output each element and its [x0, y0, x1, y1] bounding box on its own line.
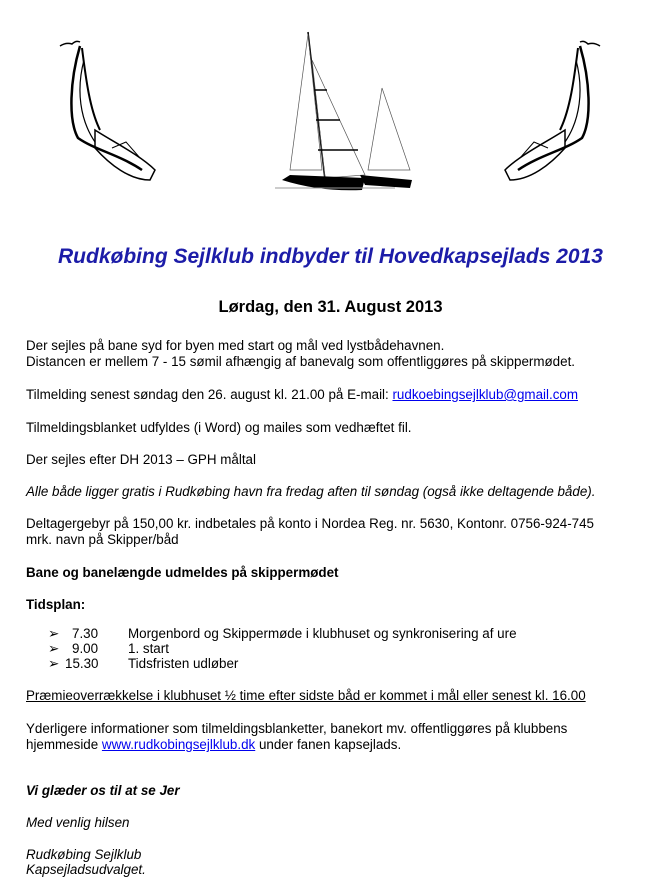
- harbour-text: Alle både ligger gratis i Rudkøbing havn fra fredag aften til søndag (også ikke deltagende både).: [26, 484, 596, 499]
- website-link[interactable]: www.rudkobingsejlklub.dk: [101, 737, 256, 752]
- rating-text: Der sejles efter DH 2013 – GPH måltal: [26, 452, 256, 467]
- schedule-heading: Tidsplan:: [26, 597, 86, 612]
- registration-label: Tilmelding senest søndag den 26. august kl. 21.00 på E-mail:: [26, 387, 393, 402]
- arrow-bullet-icon: ➢: [48, 641, 60, 656]
- info-text: Yderligere informationer som tilmeldingsblanketter, banekort mv. offentliggøres på klubbens: [26, 721, 568, 736]
- sailboat-left-image: [50, 30, 160, 190]
- fee-note: mrk. navn på Skipper/båd: [26, 532, 179, 547]
- two-sailboats-image: [250, 30, 430, 195]
- schedule-text: Tidsfristen udløber: [128, 656, 239, 671]
- arrow-bullet-icon: ➢: [48, 656, 60, 671]
- closing-text: Vi glæder os til at se Jer: [26, 783, 180, 798]
- info-suffix: under fanen kapsejlads.: [255, 737, 402, 752]
- info-text-2: [26, 737, 401, 752]
- schedule-time: 9.00: [72, 641, 99, 656]
- course-announcement: Bane og banelængde udmeldes på skippermødet: [26, 565, 339, 580]
- email-link[interactable]: rudkoebingsejlklub@gmail.com: [392, 387, 578, 402]
- regards-text: Med venlig hilsen: [26, 815, 130, 830]
- registration-text: [26, 387, 578, 402]
- info-prefix: hjemmeside: [26, 737, 102, 752]
- schedule-text: 1. start: [128, 641, 169, 656]
- course-text: Der sejles på bane syd for byen med start og mål ved lystbådehavnen.: [26, 338, 445, 353]
- schedule-time: 15.30: [65, 656, 99, 671]
- form-text: Tilmeldingsblanket udfyldes (i Word) og mailes som vedhæftet fil.: [26, 420, 412, 435]
- schedule-text: Morgenbord og Skippermøde i klubhuset og synkronisering af ure: [128, 626, 517, 641]
- arrow-bullet-icon: ➢: [48, 626, 60, 641]
- distance-text: Distancen er mellem 7 - 15 sømil afhængig af banevalg som offentliggøres på skippermødet.: [26, 354, 576, 369]
- schedule-time: 7.30: [72, 626, 99, 641]
- signature-committee: Kapsejladsudvalget.: [26, 862, 146, 877]
- fee-text: Deltagergebyr på 150,00 kr. indbetales på konto i Nordea Reg. nr. 5630, Kontonr. 0756-924-745: [26, 516, 595, 531]
- prize-text: Præmieoverrækkelse i klubhuset ½ time efter sidste båd er kommet i mål eller senest kl. 16.00: [26, 688, 586, 703]
- page-title: Rudkøbing Sejlklub indbyder til Hovedkapsejlads 2013: [58, 245, 603, 268]
- sailboat-right-image: [490, 30, 610, 190]
- event-date: Lørdag, den 31. August 2013: [218, 298, 443, 316]
- signature-club: Rudkøbing Sejlklub: [26, 847, 142, 862]
